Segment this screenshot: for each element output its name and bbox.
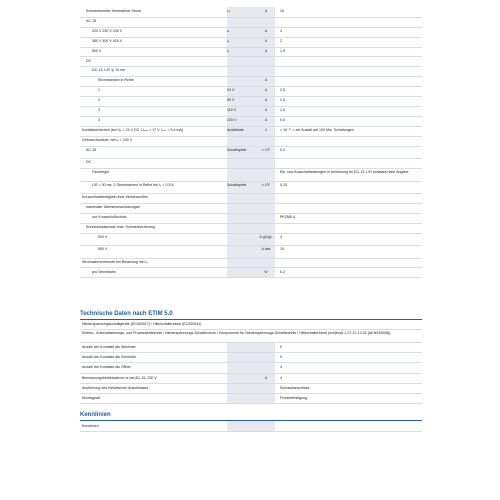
table-row — [80, 233, 422, 247]
etim-header-text: Elektro-, Automatisierungs- und Prozessleittechnik / Niederspannungs-Schalttechnik / Komponente für Niederspannungs-Schalttechnik / Hilfsschalterblock (ecl@ss8.1-27-37-13-02 [AKN340008]) — [82, 331, 391, 335]
row-label: DC — [86, 160, 92, 165]
row-label: 500 V — [92, 48, 102, 53]
row-label: 220 V 230 V 240 V — [92, 28, 123, 33]
row-unit: A — [264, 28, 268, 33]
table-row — [80, 146, 422, 160]
row-value: 2.5 — [280, 88, 285, 93]
row-symbol: 220 V — [227, 117, 237, 122]
row-value: PKZM0-4 — [280, 214, 296, 219]
row-symbol: Schaltspiele — [227, 147, 247, 152]
row-label: Kurzschlussschutz max. Schmelzsicherung — [86, 224, 155, 229]
row-label: 1 — [98, 88, 100, 93]
row-unit: A gG/gL — [259, 234, 273, 239]
row-symbol: Iₑ — [227, 38, 230, 43]
row-value: 0.2 — [280, 269, 285, 274]
etim-value: 0 — [280, 355, 282, 360]
etim-header-text: Niederspannungsschaltgeräte (EC000017) / Hilfsschalterblock (EC000041) — [82, 322, 202, 326]
row-unit: A — [264, 98, 268, 103]
row-label: nur Kurzschlußschutz — [92, 214, 127, 219]
row-value: 10 — [280, 9, 284, 13]
etim-value: Schraubanschluss — [280, 385, 310, 390]
row-label: 3 — [98, 108, 100, 112]
row-unit: W — [264, 269, 268, 274]
row-label: Gebrauchsdauer, bei Iₑ = 240 V — [82, 137, 133, 142]
row-value: < 10⁻⁸, < ein Ausfall auf 100 Mio. Schaltungen — [280, 127, 354, 132]
row-unit: λ — [265, 127, 267, 132]
row-unit: A — [264, 108, 268, 112]
row-symbol — [227, 245, 254, 247]
kennlinien-row — [80, 421, 422, 432]
row-value: Ein- und Ausschaltleistungen in Anlehnung an DC-13, L/R konstant nach Angabe — [280, 170, 409, 174]
row-unit: A — [264, 48, 268, 53]
row-value: 4 — [280, 234, 282, 239]
row-unit: A — [264, 88, 268, 93]
row-label: Kontaktsicherheit (bei Uₑ = 24 V DC, Uₘᵢₙ = 17 V, Iₘᵢₙ = 5.4 mA) — [82, 127, 184, 132]
etim-value: 0 — [280, 345, 282, 349]
row-value: 4 — [280, 28, 282, 33]
row-unit: A — [264, 38, 268, 43]
etim-label: Anzahl der Kontakte als Wechsler — [82, 345, 136, 349]
row-unit: A — [264, 117, 268, 122]
row-value: 2 — [280, 38, 282, 43]
row-label: 3 — [98, 117, 100, 122]
etim-value: 4 — [280, 375, 282, 380]
row-label: 380 V 400 V 415 V — [92, 38, 123, 43]
row-value: 0.15 — [280, 182, 287, 187]
etim-label: Montageart — [82, 396, 101, 400]
row-symbol: Ausfallrate — [227, 127, 244, 132]
etim-label: Ausführung des elektrischen Anschlusses — [82, 385, 149, 390]
row-label: 500 V — [98, 234, 108, 239]
row-label: AC-15 — [86, 18, 97, 23]
row-symbol: 60 V — [227, 98, 235, 103]
row-unit: x 10⁶ — [261, 182, 271, 187]
row-symbol: 24 V — [227, 88, 235, 93]
row-label: DC — [86, 58, 92, 63]
row-label: Strombahnen in Reihe — [98, 78, 134, 83]
table-row — [80, 181, 422, 195]
etim-label: Anzahl der Kontakte als Öffner — [82, 365, 131, 370]
row-unit: A — [264, 9, 268, 13]
row-unit: A fast — [261, 247, 271, 252]
row-label: L/R = 50 ms: 2 Strombahnen in Reihe bei Iₑ = 0.5 A — [92, 182, 174, 187]
etim-value: 4 — [280, 365, 282, 370]
row-symbol: Schaltspiele — [227, 182, 247, 187]
row-value: 1.5 — [280, 108, 285, 112]
row-unit: x 10⁶ — [261, 147, 271, 152]
row-unit — [258, 168, 274, 170]
row-symbol — [227, 168, 254, 170]
table-row — [80, 268, 422, 279]
row-label: Konventioneller thermischer Strom — [86, 9, 142, 13]
kennlinien-section-title: Kennlinien — [80, 412, 111, 418]
row-label: 500 V — [98, 247, 108, 252]
etim-label: Bemessungsbetriebsstrom Ie bei AC-15, 230 V — [82, 375, 157, 380]
row-label: AC-15 — [86, 147, 97, 152]
table-row — [80, 245, 422, 259]
row-label: 2 — [98, 98, 100, 103]
row-label: Stromwärmeverluste bei Belastung mit Iₜₕ — [82, 259, 149, 264]
etim-unit: A — [264, 375, 268, 380]
row-unit: A — [264, 78, 268, 83]
table-row — [80, 168, 422, 182]
row-value: 2.5 — [280, 98, 285, 103]
row-value: 0.5 — [280, 117, 285, 122]
row-symbol: Iₑ — [227, 48, 230, 53]
etim-value: Frontbefestigung — [280, 396, 307, 400]
etim-header-row — [80, 329, 422, 343]
row-value: 0.2 — [280, 147, 285, 152]
row-symbol: Iₜₕ — [227, 9, 231, 13]
row-label: DC-13, L/R ≦ 15 ms — [92, 68, 125, 73]
row-symbol: Iₑ — [227, 28, 230, 33]
kennlinien-label: Kennlinien — [82, 424, 99, 428]
etim-row — [80, 393, 422, 404]
row-value: 10 — [280, 247, 284, 252]
row-label: maximaler Überstromschutzorgan — [86, 204, 140, 209]
row-label: Faustregel — [92, 170, 109, 174]
row-label: pro Strombahn — [92, 269, 116, 274]
etim-section-title: Technische Daten nach ETIM 5.0 — [80, 311, 173, 317]
row-symbol: 110 V — [227, 108, 237, 112]
etim-label: Anzahl der Kontakte als Schließer — [82, 355, 137, 360]
row-value: 1.5 — [280, 48, 285, 53]
row-label: Kurzschlussfestigkeit ohne Verschweißen — [82, 195, 149, 199]
row-symbol — [227, 233, 254, 235]
